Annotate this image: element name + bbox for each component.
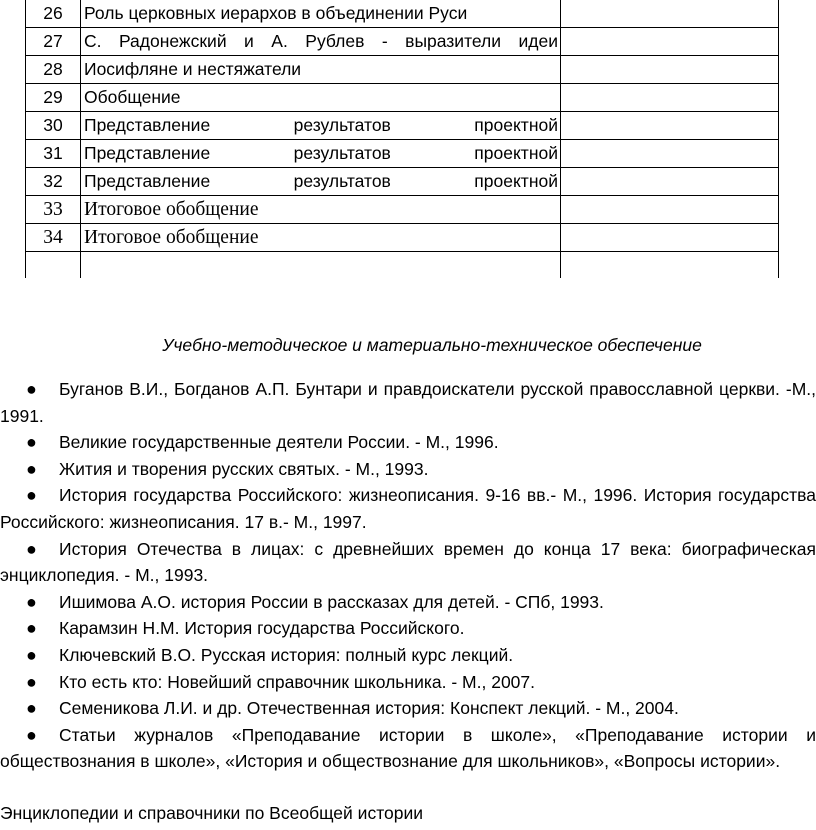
bullet-dot-icon: ● (26, 379, 37, 399)
lesson-title (81, 252, 561, 279)
footer-heading: Энциклопедии и справочники по Всеобщей истории (0, 803, 424, 823)
lesson-title: Представление результатов проектной (81, 168, 561, 196)
list-item: ● Буганов В.И., Богданов А.П. Бунтари и правдоискатели русской правосславной церкви. -М., 1991. (0, 376, 816, 429)
lesson-number: 33 (26, 196, 81, 224)
lesson-number: 32 (26, 168, 81, 196)
table-row (26, 56, 779, 84)
table-row (26, 140, 779, 168)
bullet-dot-icon: ● (26, 644, 37, 665)
list-item: ● Ишимова А.О. история России в рассказах для детей. - СПб, 1993. (0, 589, 816, 616)
table-row-empty (26, 252, 779, 279)
lesson-title: Представление результатов проектной (81, 112, 561, 140)
lesson-extra-cell (561, 112, 779, 140)
table-row (26, 28, 779, 56)
lesson-number: 29 (26, 84, 81, 112)
lesson-number: 34 (26, 224, 81, 252)
bullet-dot-icon: ● (26, 698, 37, 719)
lesson-extra-cell (561, 140, 779, 168)
lesson-extra-cell (561, 84, 779, 112)
list-item: ● История государства Российского: жизнеописания. 9-16 вв.- М., 1996. История государства Российского: жизнеописания. 17 в.- М., 1997. (0, 482, 816, 535)
table-row (26, 196, 779, 224)
bullet-dot-icon: ● (26, 618, 37, 639)
lesson-number: 26 (26, 0, 81, 28)
lesson-extra-cell (561, 224, 779, 252)
lesson-title: Представление результатов проектной (81, 140, 561, 168)
list-item: ● Ключевский В.О. Русская история: полный курс лекций. (0, 642, 816, 669)
list-item: ● Великие государственные деятели России. - М., 1996. (0, 429, 816, 456)
section-heading: Учебно-методическое и материально-техническое обеспечение (162, 335, 702, 355)
lesson-title: Обобщение (81, 84, 561, 112)
list-item: ● Кто есть кто: Новейший справочник школьника. - М., 2007. (0, 669, 816, 696)
lesson-number: 31 (26, 140, 81, 168)
table-row (26, 84, 779, 112)
bullet-dot-icon: ● (26, 724, 37, 745)
table-row (26, 0, 779, 28)
lesson-table (25, 0, 779, 278)
bullet-dot-icon: ● (26, 432, 37, 453)
bullet-dot-icon: ● (26, 538, 37, 559)
lesson-number: 28 (26, 56, 81, 84)
lesson-extra-cell (561, 196, 779, 224)
list-item: ● История Отечества в лицах: с древнейших времен до конца 17 века: биографическая энциклопедия. - М., 1993. (0, 536, 816, 589)
list-item: ● Карамзин Н.М. История государства Российского. (0, 615, 816, 642)
lesson-title: Итоговое обобщение (81, 224, 561, 252)
bibliography-list (0, 376, 816, 775)
lesson-extra-cell (561, 56, 779, 84)
table-row (26, 224, 779, 252)
bullet-dot-icon: ● (26, 458, 37, 479)
list-item: ● Жития и творения русских святых. - М., 1993. (0, 456, 816, 483)
list-item: ● Статьи журналов «Преподавание истории в школе», «Преподавание истории и обществознания в школе», «История и обществознание для школьников», «Вопросы истории». (0, 722, 816, 775)
lesson-extra-cell (561, 28, 779, 56)
lesson-title: Иосифляне и нестяжатели (81, 56, 561, 84)
lesson-extra-cell (561, 252, 779, 279)
bullet-dot-icon: ● (26, 671, 37, 692)
table-row (26, 112, 779, 140)
bullet-dot-icon: ● (26, 591, 37, 612)
lesson-title: С. Радонежский и А. Рублев - выразители идеи (81, 28, 561, 56)
lesson-number: 27 (26, 28, 81, 56)
list-item: ● Семеникова Л.И. и др. Отечественная история: Конспект лекций. - М., 2004. (0, 695, 816, 722)
lesson-number: 30 (26, 112, 81, 140)
lesson-extra-cell (561, 0, 779, 28)
lesson-extra-cell (561, 168, 779, 196)
table-row (26, 168, 779, 196)
lesson-title: Итоговое обобщение (81, 196, 561, 224)
bullet-dot-icon: ● (26, 485, 37, 506)
lesson-number (26, 252, 81, 279)
lesson-title: Роль церковных иерархов в объединении Руси (81, 0, 561, 28)
